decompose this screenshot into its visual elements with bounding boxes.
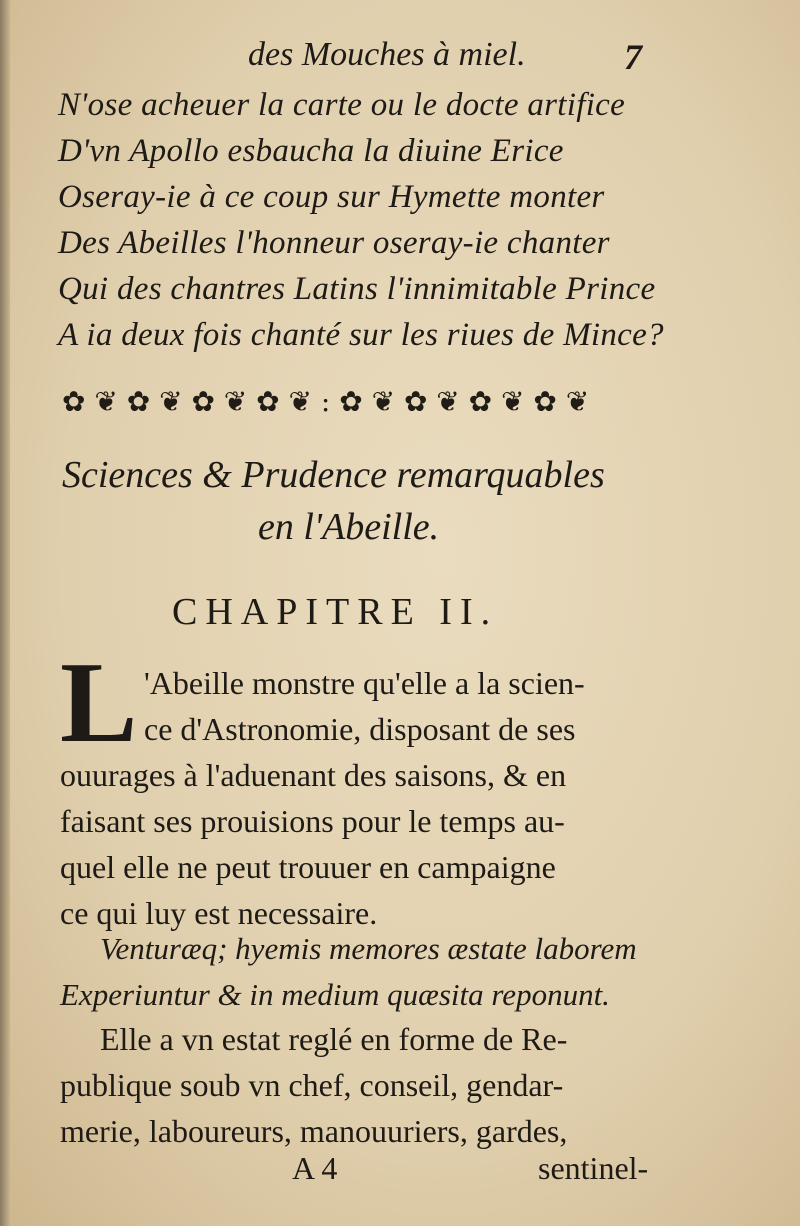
verse-line: Qui des chantres Latins l'innimitable Prince — [58, 271, 656, 307]
running-title: des Mouches à miel. — [248, 36, 526, 73]
latin-quotation — [60, 926, 680, 1018]
paragraph — [60, 660, 680, 936]
text-line: faisant ses prouisions pour le temps au- — [60, 803, 565, 839]
verse-line: Des Abeilles l'honneur oseray-ie chanter — [58, 225, 610, 261]
quote-line: Experiuntur & in medium quæsita reponunt. — [60, 977, 610, 1012]
text-line: ouurages à l'aduenant des saisons, & en — [60, 757, 567, 793]
text-line: Elle a vn estat reglé en forme de Re- — [100, 1021, 568, 1057]
page-number: 7 — [624, 37, 642, 77]
verse-block — [58, 82, 698, 358]
verse-line: N'ose acheuer la carte ou le docte artifice — [58, 87, 626, 123]
text-line: ce d'Astronomie, disposant de ses — [144, 711, 576, 747]
catchword: sentinel- — [538, 1150, 649, 1186]
verse-line: Oseray-ie à ce coup sur Hymette monter — [58, 179, 605, 215]
heading-line: Sciences & Prudence remarquables — [62, 454, 605, 496]
verse-line: D'vn Apollo esbaucha la diuine Erice — [58, 133, 564, 169]
printer-ornament-band — [62, 380, 662, 424]
text-line: publique soub vn chef, conseil, gendar- — [60, 1067, 564, 1103]
ornament-row: ✿ ❦ ✿ ❦ ✿ ❦ ✿ ❦ : ✿ ❦ ✿ ❦ ✿ ❦ ✿ ❦ — [62, 385, 590, 418]
verse-line: A ia deux fois chanté sur les riues de Mince? — [58, 317, 664, 353]
running-head — [0, 36, 800, 86]
text-line: 'Abeille monstre qu'elle a la scien- — [144, 665, 585, 701]
signature-mark: A 4 — [292, 1150, 338, 1186]
chapter-title: CHAPITRE II. — [172, 591, 499, 633]
quote-line: Venturæq; hyemis memores æstate laborem — [100, 931, 637, 966]
text-line: quel elle ne peut trouuer en campaigne — [60, 849, 556, 885]
paragraph — [60, 1016, 680, 1154]
text-line: merie, laboureurs, manouuriers, gardes, — [60, 1113, 568, 1149]
page-footer — [0, 1150, 800, 1200]
page-gutter-shadow — [0, 0, 10, 1226]
heading-line: en l'Abeille. — [258, 506, 440, 548]
drop-cap: L — [60, 639, 138, 767]
text-line: ce qui luy est necessaire. — [60, 895, 378, 931]
